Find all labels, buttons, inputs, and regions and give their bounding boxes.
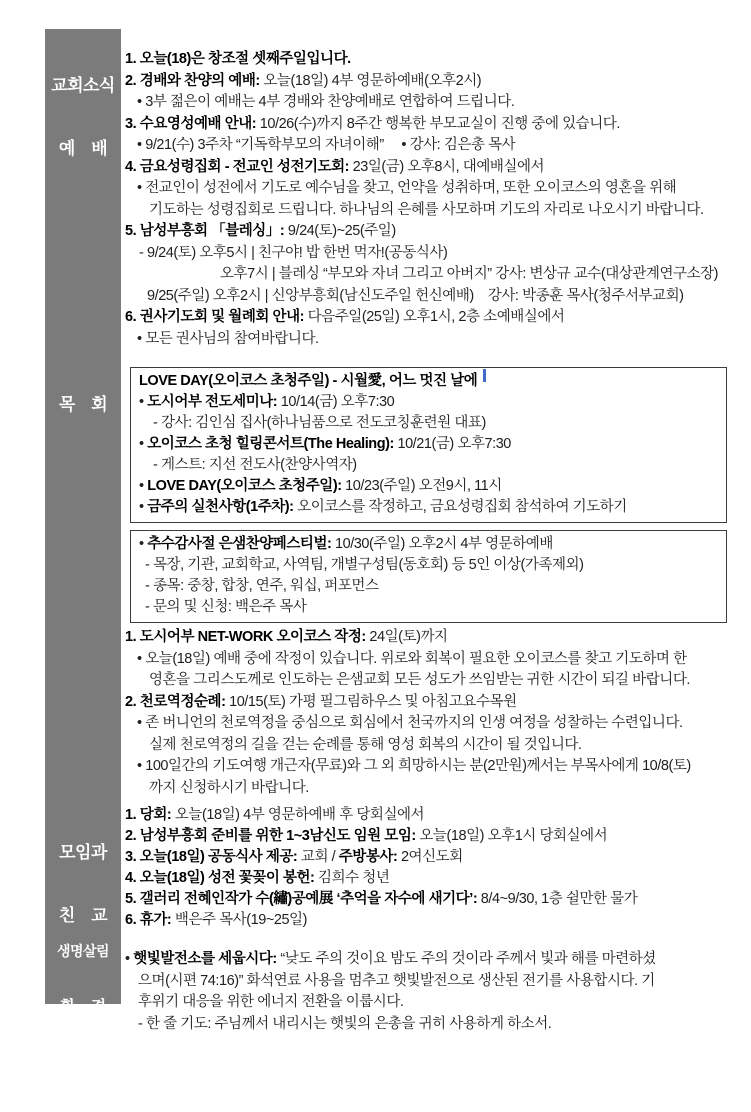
bold-text: LOVE DAY(오이코스 초청주일) - 시월愛, 어느 멋진 날에 xyxy=(139,373,478,389)
text-line xyxy=(125,847,747,868)
text-line xyxy=(139,597,718,618)
bold-text: 4. 오늘(18일) 성전 꽃꽂이 봉헌: xyxy=(125,870,315,886)
text-line xyxy=(125,178,747,200)
bold-text: 3. 오늘(18일) 공동식사 제공: xyxy=(125,849,298,865)
sidebar-label-line: 예 배 xyxy=(58,139,108,158)
bold-text: 1. 당회: xyxy=(125,807,172,823)
text-line xyxy=(125,135,747,157)
regular-text: 오이코스를 작정하고, 금요성령집회 참석하여 기도하기 xyxy=(293,499,627,515)
regular-text: 김희수 청년 xyxy=(314,870,390,886)
text-line xyxy=(125,286,747,308)
sidebar-label-line: 생명살림 xyxy=(56,943,110,959)
bold-text: 1. 오늘(18)은 창조절 셋째주일입니다. xyxy=(125,51,351,67)
text-line xyxy=(125,49,747,71)
text-line xyxy=(125,971,747,993)
text-line xyxy=(139,576,718,597)
regular-text: • 3부 젊은이 예배는 4부 경배와 찬양예배로 연합하여 드립니다. xyxy=(137,94,515,110)
regular-text: - 목장, 기관, 교회학교, 사역팀, 개별구성팀(동호회) 등 5인 이상(가족제외) xyxy=(145,557,584,573)
text-line xyxy=(125,1014,747,1036)
text-line xyxy=(125,713,747,735)
sidebar-label-line: 교회소식 xyxy=(51,76,115,95)
regular-text: • xyxy=(139,499,148,515)
text-line xyxy=(139,434,718,455)
bold-text: 주방봉사: xyxy=(338,849,398,865)
bold-text: 도시어부 전도세미나: xyxy=(147,394,278,410)
text-cursor-artifact xyxy=(483,369,486,382)
text-line xyxy=(139,497,718,518)
text-line xyxy=(125,221,747,243)
regular-text: - 문의 및 신청: 백은주 목사 xyxy=(145,599,307,615)
text-line xyxy=(139,476,718,497)
ministry-items xyxy=(125,627,747,799)
regular-text: 9/24(토)~25(주일) xyxy=(284,223,396,239)
sidebar-label-line: 친 교 xyxy=(58,906,108,925)
bold-text: 2. 천로역정순례: xyxy=(125,693,226,710)
regular-text: 오늘(18일) 4부 영문하예배 후 당회실에서 xyxy=(171,807,425,823)
text-line xyxy=(139,392,718,413)
regular-text: 23일(금) 오후8시, 대예배실에서 xyxy=(349,158,545,175)
text-line xyxy=(125,910,747,931)
regular-text: 백은주 목사(19~25일) xyxy=(171,912,307,928)
bold-text: 6. 권사기도회 및 월례회 안내: xyxy=(125,309,305,325)
text-line xyxy=(125,71,747,93)
regular-text: 10/23(주일) 오전9시, 11시 xyxy=(341,478,502,494)
text-line xyxy=(125,627,747,649)
regular-text: - 강사: 김인심 집사(하나님품으로 전도코칭훈련원 대표) xyxy=(153,415,486,431)
love-day-box xyxy=(130,367,727,523)
thanksgiving-festival-box xyxy=(130,530,727,623)
bold-text: 4. 금요성령집회 - 전교인 성전기도회: xyxy=(125,158,350,175)
text-line xyxy=(139,555,718,576)
regular-text: • xyxy=(139,478,148,494)
regular-text: 기도하는 성령집회로 드립니다. 하나님의 은혜를 사모하며 기도의 자리로 나오시기 바랍니다. xyxy=(149,201,704,218)
sidebar-label-line: 목 회 xyxy=(58,395,108,414)
text-line xyxy=(125,243,747,265)
sidebar-label-line: 모임과 xyxy=(59,843,107,862)
regular-text: • xyxy=(139,536,148,552)
regular-text: • 9/21(수) 3주차 “기독학부모의 자녀이해” • 강사: 김은총 목사 xyxy=(137,137,516,153)
bold-text: 2. 경배와 찬양의 예배: xyxy=(125,72,260,89)
text-line xyxy=(125,949,747,971)
regular-text: 후위기 대응을 위한 에너지 전환을 이룹시다. xyxy=(138,994,404,1010)
regular-text: 교회 / xyxy=(297,849,339,865)
regular-text: 24일(토)까지 xyxy=(365,629,448,645)
bold-text: 햇빛발전소를 세웁시다: xyxy=(133,951,277,967)
regular-text: 10/21(금) 오후7:30 xyxy=(393,436,511,452)
text-line xyxy=(125,264,747,286)
section-worship-announcements xyxy=(125,49,747,350)
section-environment-campaign xyxy=(125,949,747,1035)
regular-text: 영혼을 그리스도께로 인도하는 은샘교회 모든 성도가 쓰임받는 귀한 시간이 되길 바랍니다. xyxy=(149,672,690,688)
regular-text: 실제 천로역정의 길을 걷는 순례를 통해 영성 회복의 시간이 될 것입니다. xyxy=(149,736,582,753)
text-line xyxy=(125,649,747,671)
regular-text: 8/4~9/30, 1층 쉴만한 물가 xyxy=(477,891,638,907)
regular-text: • 전교인이 성전에서 기도로 예수님을 찾고, 언약을 성취하며, 또한 오이코스의 영혼을 위해 xyxy=(137,180,677,196)
bold-text: 추수감사절 은샘찬양페스티벌: xyxy=(147,536,332,552)
regular-text: • 존 버니언의 천로역정을 중심으로 회심에서 천국까지의 인생 여정을 성찰하는 수련입니다. xyxy=(137,715,683,731)
regular-text: - 한 줄 기도: 주님께서 내리시는 햇빛의 은총을 귀히 사용하게 하소서. xyxy=(138,1015,552,1032)
regular-text: - 종목: 중창, 합창, 연주, 워십, 퍼포먼스 xyxy=(145,578,379,594)
bold-text: 6. 휴가: xyxy=(125,912,172,928)
regular-text: 2여신도회 xyxy=(397,849,463,865)
regular-text: 10/15(토) 가평 필그림하우스 및 아침고요수목원 xyxy=(225,693,517,710)
text-line xyxy=(125,329,747,351)
regular-text: 오늘(18일) 4부 영문하예배(오후2시) xyxy=(259,72,482,89)
text-line xyxy=(125,778,747,800)
sidebar-label-line: 환 경 xyxy=(60,999,106,1016)
text-line xyxy=(125,826,747,847)
text-line xyxy=(125,200,747,222)
regular-text: • 100일간의 기도여행 개근자(무료)와 그 외 희망하시는 분(2만원)께서는 부목사에게 10/8(토) xyxy=(137,758,691,774)
regular-text: 10/26(수)까지 8주간 행복한 부모교실이 진행 중에 있습니다. xyxy=(256,115,620,132)
regular-text: 9/25(주일) 오후2시 | 신앙부흥회(남신도주일 헌신예배) 강사: 박종훈 목사(청주서부교회) xyxy=(147,287,684,304)
text-line xyxy=(125,114,747,136)
regular-text: - 게스트: 지선 전도사(찬양사역자) xyxy=(153,457,357,473)
regular-text: 10/14(금) 오후7:30 xyxy=(277,394,395,410)
bold-text: 금주의 실천사항(1주차): xyxy=(147,499,294,515)
bold-text: 5. 갤러리 전혜인작가 수(繡)공예展 ‘추억을 자수에 새기다’: xyxy=(125,891,478,907)
text-line xyxy=(125,92,747,114)
bold-text: LOVE DAY(오이코스 초청주일): xyxy=(147,478,342,494)
bold-text: 5. 남성부흥회 「블레싱」: xyxy=(125,223,285,239)
text-line xyxy=(139,371,718,392)
bold-text: 오이코스 초청 힐링콘서트(The Healing): xyxy=(147,436,394,452)
regular-text: 까지 신청하시기 바랍니다. xyxy=(149,779,309,796)
regular-text: - 9/24(토) 오후5시 | 친구야! 밥 한번 먹자!(공동식사) xyxy=(139,244,448,261)
regular-text: • xyxy=(125,951,134,967)
section-meetings-fellowship xyxy=(125,805,747,931)
text-line xyxy=(125,735,747,757)
sidebar-label-campaign xyxy=(45,905,121,1112)
sidebar-label-line: 캠페인 xyxy=(60,1056,106,1073)
regular-text: • 오늘(18일) 예배 중에 작정이 있습니다. 위로와 회복이 필요한 오이코스를 찾고 기도하며 한 xyxy=(137,650,687,667)
sidebar-label-worship xyxy=(45,33,121,201)
regular-text: “낮도 주의 것이요 밤도 주의 것이라 주께서 빛과 해를 마련하셨 xyxy=(276,951,656,967)
regular-text: 오늘(18일) 오후1시 당회실에서 xyxy=(415,828,608,844)
text-line xyxy=(125,692,747,714)
text-line xyxy=(125,992,747,1014)
regular-text: 오후7시 | 블레싱 “부모와 자녀 그리고 아버지” 강사: 변상규 교수(대상관계연구소장) xyxy=(220,266,719,282)
text-line xyxy=(125,157,747,179)
regular-text: 으며(시편 74:16)” 화석연료 사용을 멈추고 햇빛발전으로 생산된 전기를 사용합시다. 기 xyxy=(138,972,655,989)
text-line xyxy=(125,756,747,778)
regular-text: 10/30(주일) 오후2시 4부 영문하예배 xyxy=(331,536,553,552)
text-line xyxy=(125,889,747,910)
sidebar-label-ministry xyxy=(45,352,121,457)
text-line xyxy=(139,455,718,476)
text-line xyxy=(125,670,747,692)
text-line xyxy=(139,413,718,434)
regular-text: 다음주일(25일) 오후1시, 2층 소예배실에서 xyxy=(304,309,565,325)
bold-text: 3. 수요영성예배 안내: xyxy=(125,115,257,132)
regular-text: • 모든 권사님의 참여바랍니다. xyxy=(137,330,319,347)
regular-text: • xyxy=(139,394,148,410)
text-line xyxy=(125,868,747,889)
regular-text: • xyxy=(139,436,148,452)
text-line xyxy=(125,805,747,826)
bold-text: 1. 도시어부 NET-WORK 오이코스 작정: xyxy=(125,629,366,645)
text-line xyxy=(139,534,718,555)
text-line xyxy=(125,307,747,329)
section-ministry xyxy=(125,367,747,799)
bold-text: 2. 남성부흥회 준비를 위한 1~3남신도 임원 모임: xyxy=(125,828,416,844)
